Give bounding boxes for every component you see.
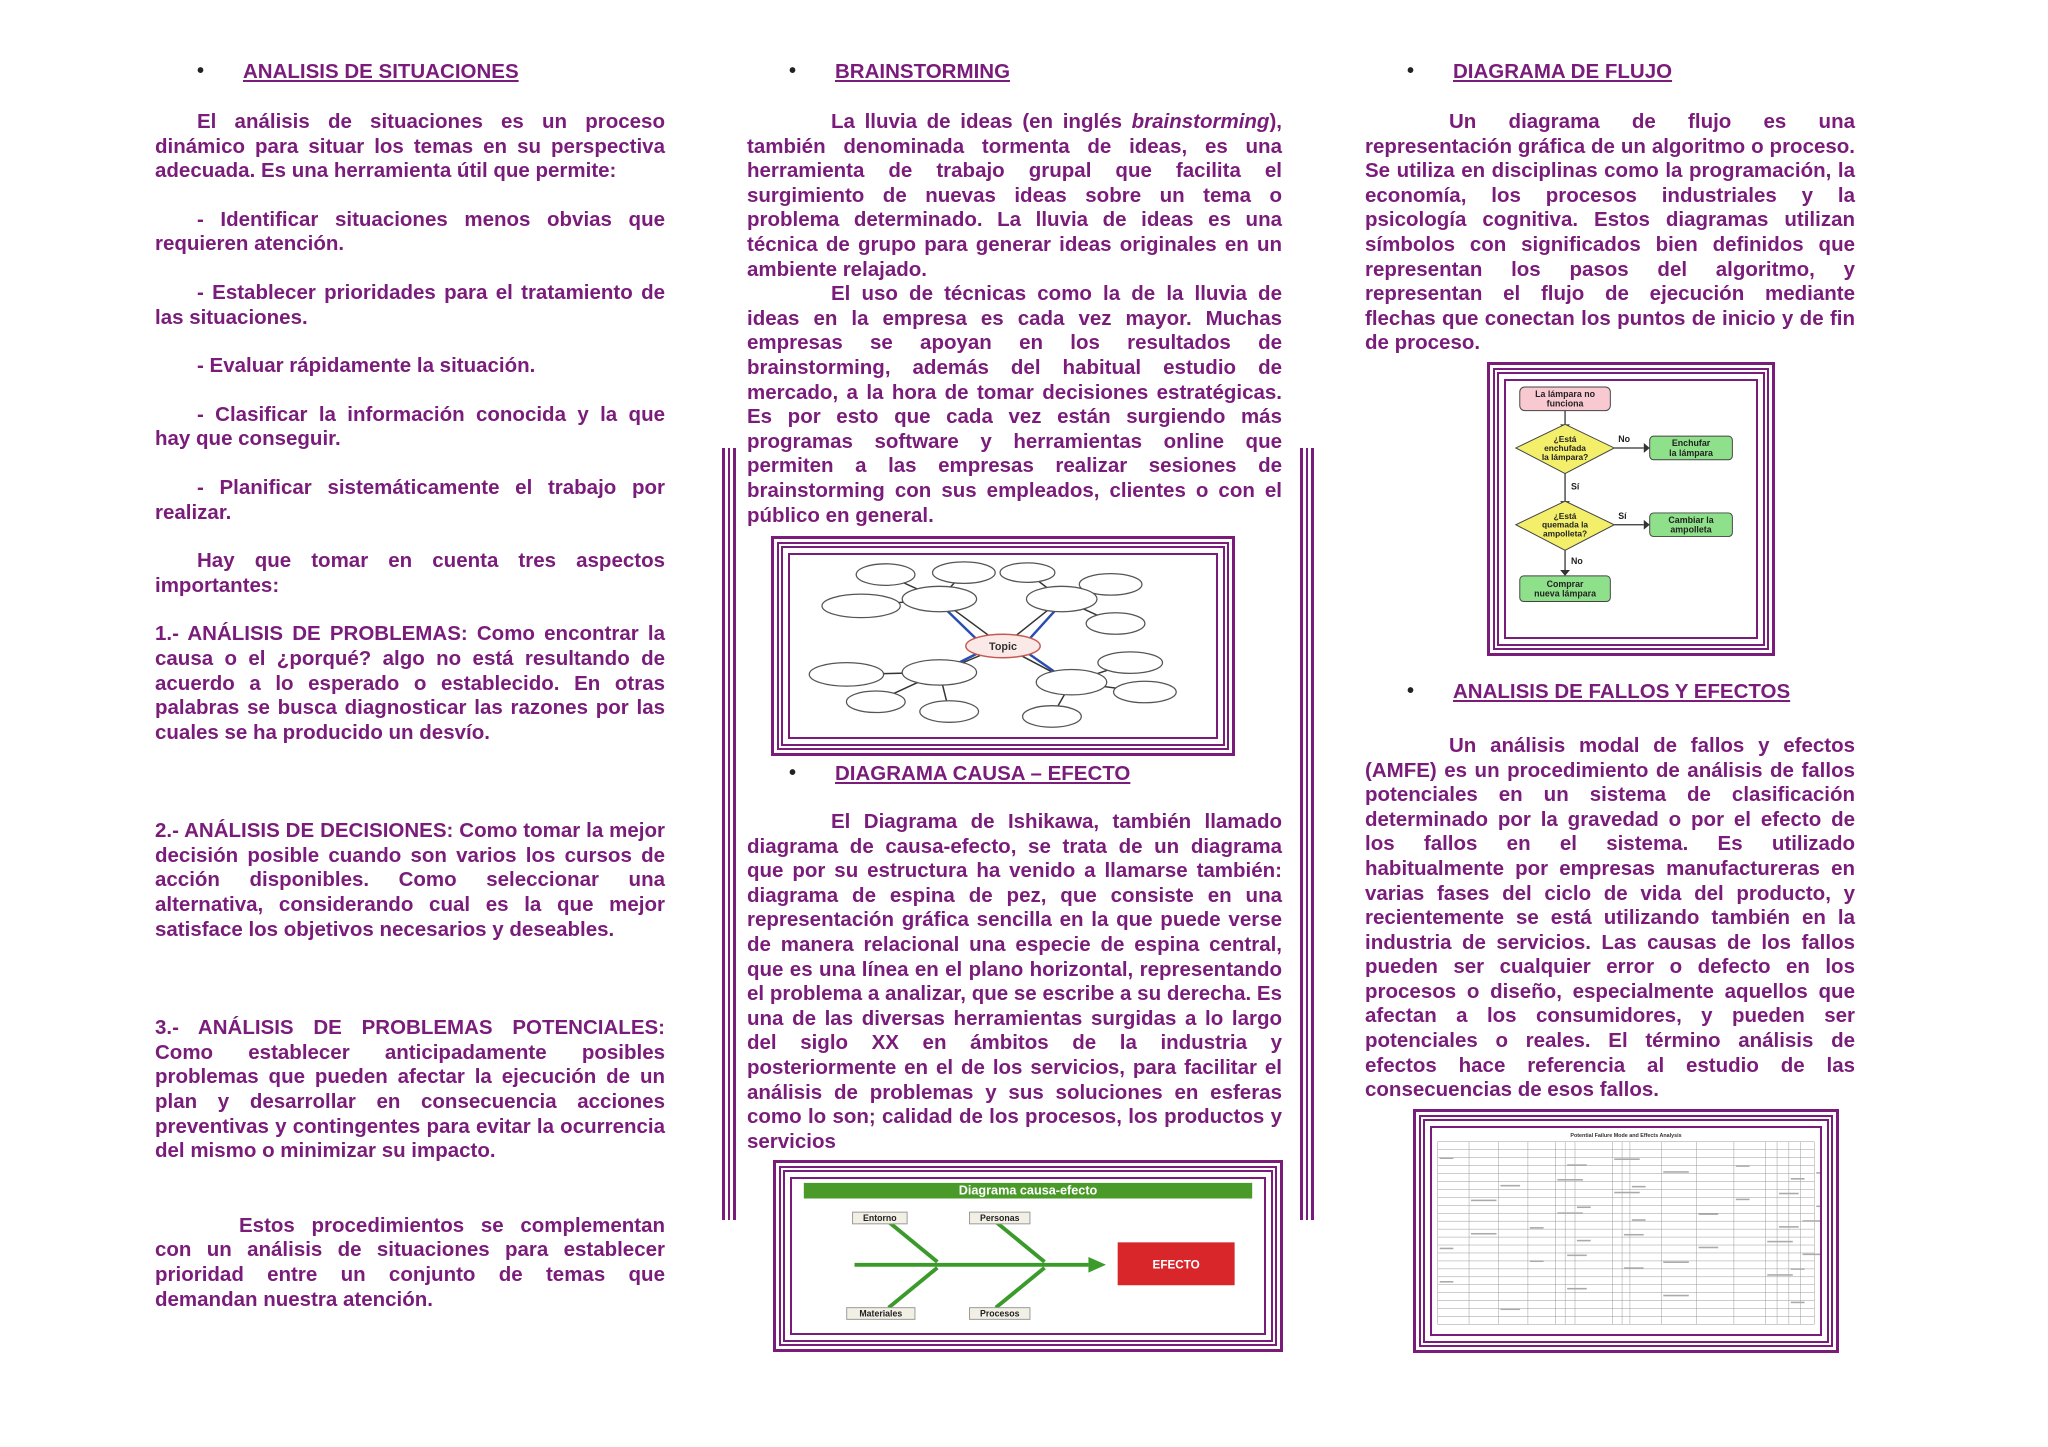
flujo-paragraph: Un diagrama de flujo es una representación gráfica de un algoritmo o proceso. Se utiliza en disciplinas como la programación, la economía, los procesos industriales y la psicología cognitiva. Estos diagramas utilizan símbolos con significados bien definidos que representan los pasos del algoritmo, y representan el flujo de ejecución mediante flechas que conectan los puntos de inicio y de fin de proceso.: [1365, 110, 1855, 355]
mindmap-figure: [777, 542, 1229, 750]
fishbone-diagram: [792, 1179, 1264, 1333]
fmea-table-image: [1432, 1128, 1820, 1334]
cause-materiales: Materiales: [859, 1308, 903, 1319]
ishikawa-paragraph: El Diagrama de Ishikawa, también llamado diagrama de causa-efecto, se trata de un diagrama que por su estructura ha venido a llamarse también: diagrama de espina de pez, que consiste en una representación gráfica sencilla en la que puede verse de manera relacional una especie de espina central, que es una línea en el plano horizontal, representando el problema a analizar, que se escribe a su derecha. Es una de las diversas herramientas surgidas a lo largo del siglo XX en ámbitos de la industria y posteriormente en el de los servicios, para facilitar el análisis de problemas y sus soluciones en esferas como lo son; calidad de los procesos, los productos y servicios: [747, 810, 1282, 1153]
cause-personas: Personas: [979, 1213, 1020, 1224]
column-brainstorming: [747, 60, 1282, 1346]
heading-analisis-fallos: ANALISIS DE FALLOS Y EFECTOS: [1453, 679, 1791, 703]
flow-action2-line2: ampolleta: [1670, 524, 1712, 535]
aspect-problemas-potenciales: 3.- ANÁLISIS DE PROBLEMAS POTENCIALES: Como establecer anticipadamente posibles problemas que pueden afectar la ejecución de un plan y desarrollar en consecuencia acciones preventivas y contingentes para evitar la ocurrencia del mismo o minimizar su impacto.: [155, 1016, 665, 1163]
flow-end-line1: Comprar: [1546, 578, 1584, 589]
flow-label-no1: No: [1618, 434, 1631, 445]
heading-diagrama-flujo: DIAGRAMA DE FLUJO: [1453, 60, 1673, 83]
cause-procesos: Procesos: [979, 1308, 1020, 1319]
heading-diagrama-causa-efecto: DIAGRAMA CAUSA – EFECTO: [835, 762, 1131, 786]
flow-decision2-line1: ¿Está: [1553, 510, 1577, 521]
flow-action1-line2: la lámpara: [1669, 447, 1713, 458]
section-heading: [155, 60, 665, 84]
brainstorming-paragraph-2: El uso de técnicas como la de la lluvia de ideas en la empresa es cada vez mayor. Muchas empresas se apoyan en los resultados de brainstorming, además del habitual estudio de mercado, a la hora de tomar decisiones estratégicas. Es por esto que cada vez están surgiendo más programas software y herramientas online que permiten a las empresas realizar sesiones de brainstorming con sus empleados, clientes o con el público en general.: [747, 282, 1282, 527]
list-item: - Evaluar rápidamente la situación.: [197, 354, 536, 378]
flowchart-diagram: [1506, 381, 1756, 637]
fmea-title: Potential Failure Mode and Effects Analysis: [1570, 1132, 1682, 1139]
column-situaciones: [155, 60, 665, 1312]
flow-start-line2: funciona: [1546, 398, 1584, 409]
aspects-intro: Hay que tomar en cuenta tres aspectos importantes:: [155, 549, 665, 597]
list-item: - Establecer prioridades para el tratamiento de las situaciones.: [155, 280, 665, 329]
closing-paragraph: Estos procedimientos se complementan con un análisis de situaciones para establecer prioridad entre un conjunto de temas que demandan nuestra atención.: [155, 1213, 665, 1311]
amfe-paragraph: Un análisis modal de fallos y efectos (AMFE) es un procedimiento de análisis de fallos potenciales en un sistema de clasificación determinado por la gravedad o por el efecto de los fallos en el sistema. Es utilizado habitualmente por empresas manufactureras en varias fases del ciclo de vida del producto, y recientemente se está utilizando también en la industria de servicios. Las causas de los fallos pueden ser cualquier error o defecto en los procesos o diseño, especialmente aquellos que afectan a los consumidores, y pueden ser potenciales o reales. El término análisis de efectos hace referencia al estudio de las consecuencias de esos fallos.: [1365, 733, 1855, 1102]
decorative-divider-right: [1300, 448, 1314, 1220]
list-item: - Clasificar la información conocida y la que hay que conseguir.: [155, 402, 665, 451]
heading-analisis-situaciones: ANALISIS DE SITUACIONES: [243, 60, 519, 83]
cause-entorno: Entorno: [863, 1213, 897, 1224]
column-diagrama-flujo: [1365, 60, 1855, 1347]
flow-decision1-line1: ¿Está: [1553, 434, 1577, 445]
decorative-divider-left: [722, 448, 736, 1220]
flow-end-line2: nueva lámpara: [1534, 588, 1597, 599]
fishbone-figure: [779, 1166, 1277, 1346]
bullet-icon: •: [789, 60, 797, 82]
flow-start-line1: La lámpara no: [1535, 388, 1596, 399]
bullet-icon: •: [789, 762, 797, 785]
bullet-icon: •: [1407, 60, 1415, 82]
list-item: - Planificar sistemáticamente el trabajo por realizar.: [155, 475, 665, 524]
aspect-decisiones: 2.- ANÁLISIS DE DECISIONES: Como tomar la mejor decisión posible cuando son varios los cursos de acción disponibles. Como seleccionar una alternativa, considerando cual es la que mejor satisface los objetivos necesarios y deseables.: [155, 819, 665, 941]
flowchart-figure: [1493, 368, 1769, 650]
flow-decision1-line2: enchufada: [1544, 442, 1586, 453]
list-item: - Identificar situaciones menos obvias que requieren atención.: [155, 207, 665, 256]
flow-label-si1: Sí: [1570, 481, 1580, 492]
mindmap-center-label: Topic: [989, 641, 1017, 654]
flow-decision1-line3: la lámpara?: [1541, 451, 1589, 462]
flow-label-no2: No: [1570, 556, 1583, 567]
fishbone-title: Diagrama causa-efecto: [958, 1184, 1098, 1199]
bullet-icon: •: [1407, 679, 1415, 702]
effect-label: EFECTO: [1152, 1259, 1200, 1273]
aspect-problemas: 1.- ANÁLISIS DE PROBLEMAS: Como encontrar la causa o el ¿porqué? algo no está resultando de acuerdo a lo esperado o establecido. En otras palabras se busca diagnosticar las razones por las cuales se ha producido un desvío.: [155, 622, 665, 744]
flow-decision2-line3: ampolleta?: [1542, 528, 1588, 539]
flow-action1-line1: Enchufar: [1671, 437, 1711, 448]
flow-action2-line1: Cambiar la: [1668, 514, 1714, 525]
fmea-table-figure: [1419, 1115, 1833, 1347]
heading-brainstorming: BRAINSTORMING: [835, 60, 1011, 83]
section-heading: [747, 762, 1282, 786]
flow-decision2-line2: quemada la: [1542, 519, 1589, 530]
intro-paragraph: El análisis de situaciones es un proceso dinámico para situar los temas en su perspectiva adecuada. Es una herramienta útil que permite:: [155, 110, 665, 183]
section-heading: [1365, 60, 1855, 84]
brainstorming-paragraph-1: La lluvia de ideas (en inglés brainstorming), también denominada tormenta de ideas, es una herramienta de trabajo grupal que facilita el surgimiento de nuevas ideas sobre un tema o problema determinado. La lluvia de ideas es una técnica de grupo para generar ideas originales en un ambiente relajado.: [747, 110, 1282, 281]
section-heading: [1365, 680, 1855, 704]
flow-label-si2: Sí: [1618, 510, 1627, 521]
section-heading: [747, 60, 1282, 84]
bullet-icon: •: [197, 60, 205, 82]
mindmap-diagram: [790, 555, 1216, 737]
